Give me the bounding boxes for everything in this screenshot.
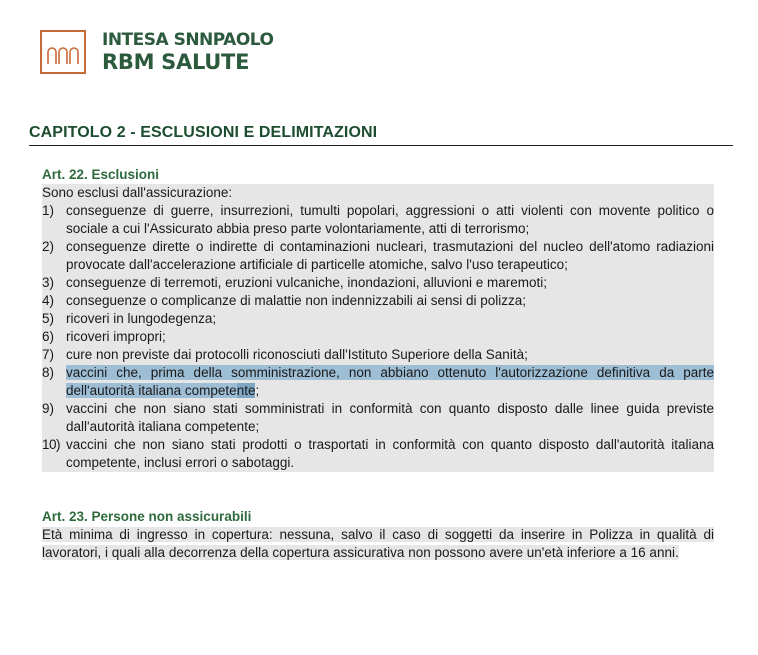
item-text: vaccini che non siano stati somministrati in conformità con quanto disposto dalle linee guida previste dall'autorità italiana competente; — [66, 401, 714, 434]
item-text: conseguenze di guerre, insurrezioni, tumulti popolari, aggressioni o atti violenti con movente politico o sociale a cui l'Assicurato abbia preso parte volontariamente, atti di terrorismo; — [66, 203, 714, 236]
item-number: 3) — [42, 275, 55, 290]
chapter-title: CAPITOLO 2 - ESCLUSIONI E DELIMITAZIONI — [29, 124, 733, 146]
item-text: ricoveri in lungodegenza; — [66, 311, 217, 326]
item-number: 9) — [42, 401, 55, 416]
text-selection-end[interactable]: nte — [236, 383, 256, 398]
item-number: 10) — [42, 437, 61, 452]
item-text: conseguenze o complicanze di malattie non indennizzabili ai sensi di polizza; — [66, 293, 527, 308]
item-number: 6) — [42, 329, 55, 344]
art23-title: Art. 23. Persone non assicurabili — [42, 509, 252, 524]
text-selection[interactable]: vaccini che, prima della somministrazione, non abbiano ottenuto l'autorizzazione definitiva da parte dell'autorità italiana compete — [66, 365, 714, 398]
list-item — [42, 238, 714, 274]
item-text: conseguenze dirette o indirette di contaminazioni nucleari, trasmutazioni del nucleo dell'atomo radiazioni provocate dall'accelerazione artificiale di particelle atomiche, salvo l'uso terapeutico; — [66, 239, 714, 272]
item-text: vaccini che non siano stati prodotti o trasportati in conformità con quanto disposto dall'autorità italiana competente, inclusi errori o sabotaggi. — [66, 437, 714, 470]
logo-text — [102, 29, 274, 74]
item-number: 4) — [42, 293, 55, 308]
list-item — [42, 310, 714, 328]
item-number: 7) — [42, 347, 55, 362]
item-text — [66, 364, 714, 400]
logo-line-1: INTESA SNNPAOLO — [102, 29, 274, 50]
logo-line-2: RBM SALUTE — [102, 49, 250, 74]
art22-intro: Sono esclusi dall'assicurazione: — [42, 185, 233, 200]
art23-text-content: Età minima di ingresso in copertura: nessuna, salvo il caso di soggetti da inserire in Polizza in qualità di lavoratori, i quali alla decorrenza della copertura assicurativa non possono avere un'età inferiore a 16 anni. — [42, 527, 714, 560]
list-item — [42, 292, 714, 310]
item-number: 5) — [42, 311, 55, 326]
item-text: conseguenze di terremoti, eruzioni vulcaniche, inondazioni, alluvioni e maremoti; — [66, 275, 548, 290]
list-item — [42, 436, 714, 472]
list-item — [42, 328, 714, 346]
item-text-end: ; — [255, 383, 260, 398]
list-item — [42, 400, 714, 436]
art22-section — [42, 166, 714, 472]
logo-arches-icon — [40, 30, 86, 74]
item-text: ricoveri impropri; — [66, 329, 166, 344]
list-item — [42, 274, 714, 292]
item-number: 8) — [42, 365, 55, 380]
art22-title: Art. 22. Esclusioni — [42, 167, 160, 182]
arches-icon — [42, 32, 84, 72]
item-number: 2) — [42, 239, 55, 254]
art23-text — [42, 526, 714, 562]
logo — [40, 27, 273, 77]
list-item — [42, 346, 714, 364]
list-item — [42, 202, 714, 238]
item-number: 1) — [42, 203, 55, 218]
art23-section — [42, 508, 714, 562]
art22-body — [42, 184, 714, 472]
list-item-highlighted — [42, 364, 714, 400]
item-text: cure non previste dai protocolli riconosciuti dall'Istituto Superiore della Sanità; — [66, 347, 528, 362]
